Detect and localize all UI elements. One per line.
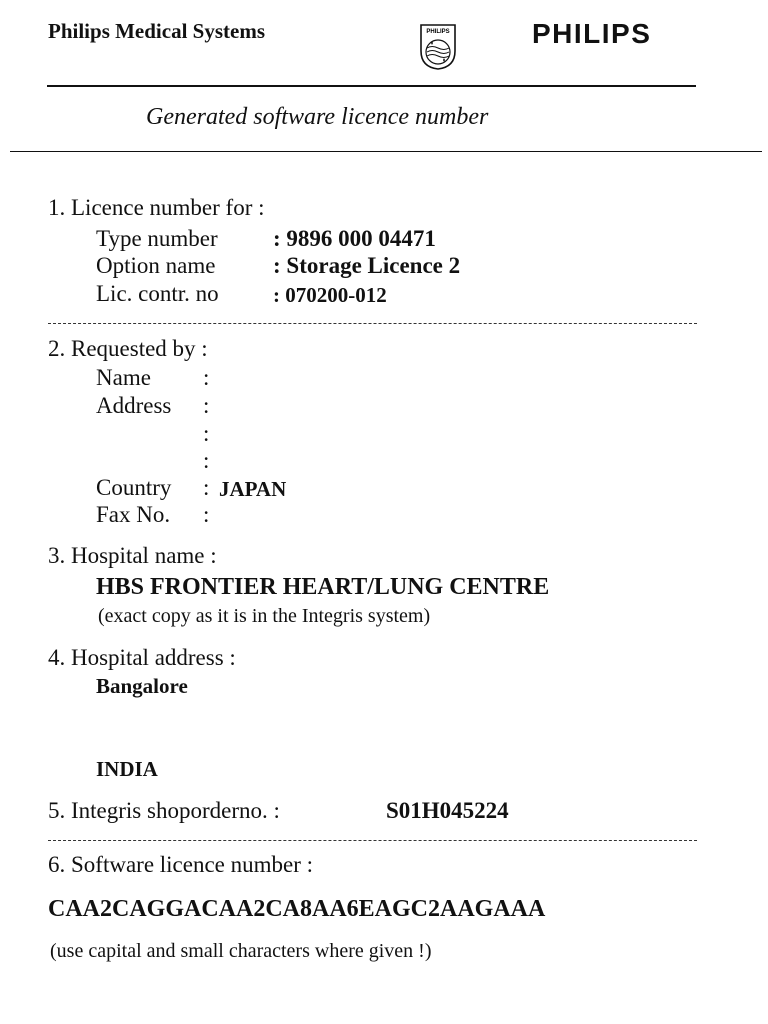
lic-contr-label: Lic. contr. no [96, 281, 219, 306]
type-number-label: Type number [96, 226, 218, 251]
hospital-name: HBS FRONTIER HEART/LUNG CENTRE [96, 574, 550, 600]
dashed-divider [48, 323, 697, 324]
shoporder-number: S01H045224 [386, 798, 509, 823]
philips-logo-text: PHILIPS [532, 18, 652, 49]
hospital-country: INDIA [96, 757, 158, 781]
address-colon: : [203, 393, 210, 418]
fax-label: Fax No. [96, 502, 171, 527]
section2-heading: 2. Requested by : [48, 336, 208, 361]
country-label: Country [96, 475, 172, 500]
title-rule [10, 151, 762, 152]
option-name-label: Option name [96, 253, 216, 278]
address-colon-2: : [203, 421, 210, 446]
hospital-name-note: (exact copy as it is in the Integris system) [98, 605, 431, 627]
company-name: Philips Medical Systems [48, 19, 266, 43]
fax-colon: : [203, 502, 210, 527]
lic-contr-value: : 070200-012 [273, 283, 387, 307]
philips-shield-icon [418, 21, 458, 71]
section6-heading: 6. Software licence number : [48, 852, 314, 877]
option-name-value: : Storage Licence 2 [273, 253, 461, 278]
section5-heading: 5. Integris shoporderno. : [48, 798, 280, 823]
section4-heading: 4. Hospital address : [48, 645, 236, 670]
name-label: Name [96, 365, 151, 390]
licence-note: (use capital and small characters where given !) [50, 940, 432, 962]
type-number-value: : 9896 000 04471 [273, 226, 436, 251]
name-colon: : [203, 365, 210, 390]
country-value: JAPAN [219, 477, 287, 501]
dashed-divider [48, 840, 697, 841]
section1-heading: 1. Licence number for : [48, 195, 265, 220]
section3-heading: 3. Hospital name : [48, 543, 217, 568]
hospital-city: Bangalore [96, 674, 188, 698]
country-colon: : [203, 475, 210, 500]
address-colon-3: : [203, 448, 210, 473]
address-label: Address [96, 393, 172, 418]
header-rule [47, 85, 696, 87]
document-title: Generated software licence number [146, 104, 489, 130]
software-licence-number: CAA2CAGGACAA2CA8AA6EAGC2AAGAAA [48, 896, 546, 922]
shield-text: PHILIPS [426, 29, 450, 35]
